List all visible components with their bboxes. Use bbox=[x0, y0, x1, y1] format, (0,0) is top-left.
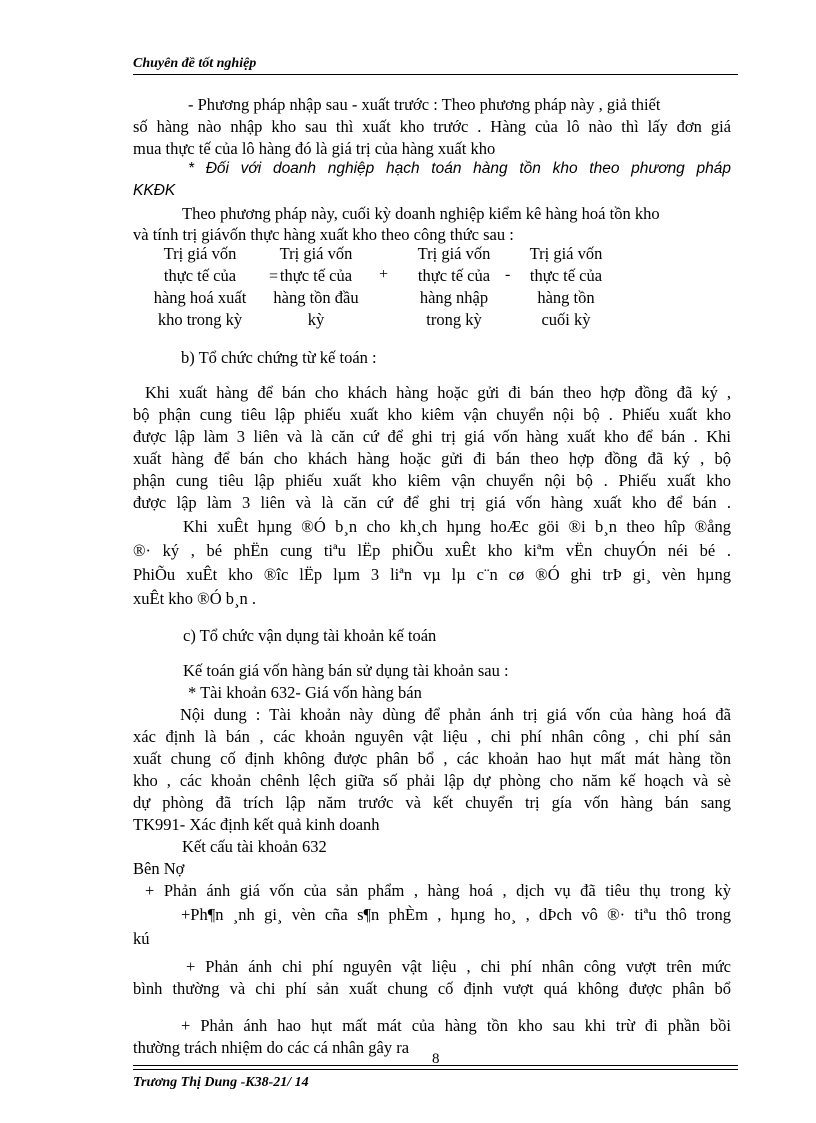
footer-author: Trương Thị Dung -K38-21/ 14 bbox=[133, 1075, 309, 1090]
paragraph-line: bình thường và chi phí sản xuất chung cố định vượt quá không được phân bổ bbox=[133, 979, 731, 998]
formula-equals-sign: = bbox=[269, 268, 279, 285]
paragraph-line: bộ phận cung tiêu lập phiếu xuất kho kiêm vận chuyển nội bộ . Phiếu xuất kho bbox=[133, 405, 731, 424]
formula-col4-line: cuối kỳ bbox=[541, 310, 591, 329]
paragraph-line: mua thực tế của lô hàng đó là giá trị của hàng xuất kho bbox=[133, 139, 496, 158]
paragraph-line: số hàng nào nhập kho sau thì xuất kho trước . Hàng của lô nào thì lấy đơn giá bbox=[133, 117, 731, 136]
header-rule bbox=[133, 74, 738, 75]
formula-col2-line: thực tế của bbox=[279, 266, 353, 285]
paragraph-line: được lập làm 3 liên và là căn cứ để ghi trị giá vốn hàng xuất kho để bán . bbox=[133, 493, 731, 512]
formula-col4-line: Trị giá vốn bbox=[529, 244, 603, 263]
header-title: Chuyên đề tốt nghiệp bbox=[133, 56, 257, 71]
footer-rule-double bbox=[133, 1069, 738, 1070]
paragraph-line: xuất chung cố định không được phân bổ , các khoản hao hụt mất mát hàng tồn bbox=[133, 749, 731, 768]
formula-col2-line: kỳ bbox=[307, 310, 325, 329]
formula-plus-sign: + bbox=[379, 266, 389, 283]
paragraph-line: và tính trị giávốn thực hàng xuất kho theo công thức sau : bbox=[133, 225, 514, 244]
formula-col4-line: hàng tồn bbox=[537, 288, 595, 307]
paragraph-line: thường trách nhiệm do các cá nhân gây ra bbox=[133, 1038, 410, 1057]
paragraph-line: KKĐK bbox=[133, 182, 176, 199]
footer-rule bbox=[133, 1065, 738, 1066]
paragraph-line: được lập làm 3 liên và là căn cứ để ghi trị giá vốn hàng xuất kho để bán . Khi bbox=[133, 427, 731, 446]
formula-col1-line: hàng hoá xuất bbox=[153, 288, 247, 307]
formula-col3-line: trong kỳ bbox=[426, 310, 482, 329]
paragraph-line: kú bbox=[133, 929, 150, 948]
paragraph-line: xác định là bán , các khoản nguyên vật liệu , chi phí nhân công , chi phí sản bbox=[133, 727, 731, 746]
paragraph-line: Kết cấu tài khoản 632 bbox=[182, 837, 327, 856]
paragraph-line: - Phương pháp nhập sau - xuất trước : Theo phương pháp này , giả thiết bbox=[188, 95, 661, 114]
formula-minus-sign: - bbox=[505, 266, 511, 283]
paragraph-line: + Phản ánh chi phí nguyên vật liệu , chi phí nhân công vượt trên mức bbox=[186, 957, 731, 976]
paragraph-line: + Phản ánh giá vốn của sản phẩm , hàng hoá , dịch vụ đã tiêu thụ trong kỳ bbox=[145, 881, 731, 900]
section-heading: b) Tổ chức chứng từ kế toán : bbox=[181, 348, 377, 367]
paragraph-line: kho , các khoản chênh lệch giữa số phải lập dự phòng cho năm kế hoạch và sè bbox=[133, 771, 731, 790]
paragraph-line: Kế toán giá vốn hàng bán sử dụng tài khoản sau : bbox=[183, 661, 509, 680]
formula-col1-line: Trị giá vốn bbox=[163, 244, 237, 263]
paragraph-line: xuÊt kho ®Ó b¸n . bbox=[133, 589, 256, 608]
paragraph-line: xuất hàng để bán cho khách hàng hoặc gửi đi bán theo hợp đồng đã ký , bộ bbox=[133, 449, 731, 468]
paragraph-line: TK991- Xác định kết quả kinh doanh bbox=[133, 815, 380, 834]
formula-col2-line: hàng tồn đầu bbox=[273, 288, 359, 307]
formula-col3-line: Trị giá vốn bbox=[417, 244, 491, 263]
paragraph-line: PhiÕu xuÊt kho ®îc lËp lµm 3 liªn vµ lµ c¨n cø ®Ó ghi trÞ gi¸ vèn hµng bbox=[133, 565, 731, 584]
formula-col3-line: thực tế của bbox=[417, 266, 491, 285]
paragraph-line: Bên Nợ bbox=[133, 859, 185, 878]
formula-col3-line: hàng nhập bbox=[419, 288, 489, 307]
formula-col1-line: thực tế của bbox=[163, 266, 237, 285]
paragraph-line: ®· ký , bé phËn cung tiªu lËp phiÕu xuÊt kho kiªm vËn chuyÓn néi bé . bbox=[133, 541, 731, 560]
paragraph-line: Theo phương pháp này, cuối kỳ doanh nghiệp kiểm kê hàng hoá tồn kho bbox=[182, 204, 660, 223]
paragraph-line: * Tài khoản 632- Giá vốn hàng bán bbox=[188, 683, 422, 702]
section-heading: c) Tổ chức vận dụng tài khoản kế toán bbox=[183, 626, 437, 645]
formula-col2-line: Trị giá vốn bbox=[279, 244, 353, 263]
formula-col4-line: thực tế của bbox=[529, 266, 603, 285]
paragraph-line: dự phòng đã trích lập năm trước và kết chuyển trị gía vốn hàng bán sang bbox=[133, 793, 731, 812]
page-number: 8 bbox=[432, 1051, 440, 1067]
paragraph-line: Khi xuÊt hµng ®Ó b¸n cho kh¸ch hµng hoÆc göi ®i b¸n theo hîp ®ång bbox=[183, 517, 731, 536]
paragraph-line: phận cung tiêu lập phiếu xuất kho kiêm vận chuyển nội bộ . Phiếu xuất kho bbox=[133, 471, 731, 490]
paragraph-line: * Đối với doanh nghiệp hạch toán hàng tồn kho theo phương pháp bbox=[188, 160, 731, 177]
paragraph-line: +Ph¶n ¸nh gi¸ vèn cña s¶n phÈm , hµng ho¸ , dÞch vô ®· tiªu thô trong bbox=[181, 905, 731, 924]
paragraph-line: + Phản ánh hao hụt mất mát của hàng tồn kho sau khi trừ đi phần bồi bbox=[181, 1016, 731, 1035]
paragraph-line: Nội dung : Tài khoản này dùng để phản ánh trị giá vốn của hàng hoá đã bbox=[180, 705, 731, 724]
formula-col1-line: kho trong kỳ bbox=[157, 310, 243, 329]
paragraph-line: Khi xuất hàng để bán cho khách hàng hoặc gửi đi bán theo hợp đồng đã ký , bbox=[145, 383, 731, 402]
